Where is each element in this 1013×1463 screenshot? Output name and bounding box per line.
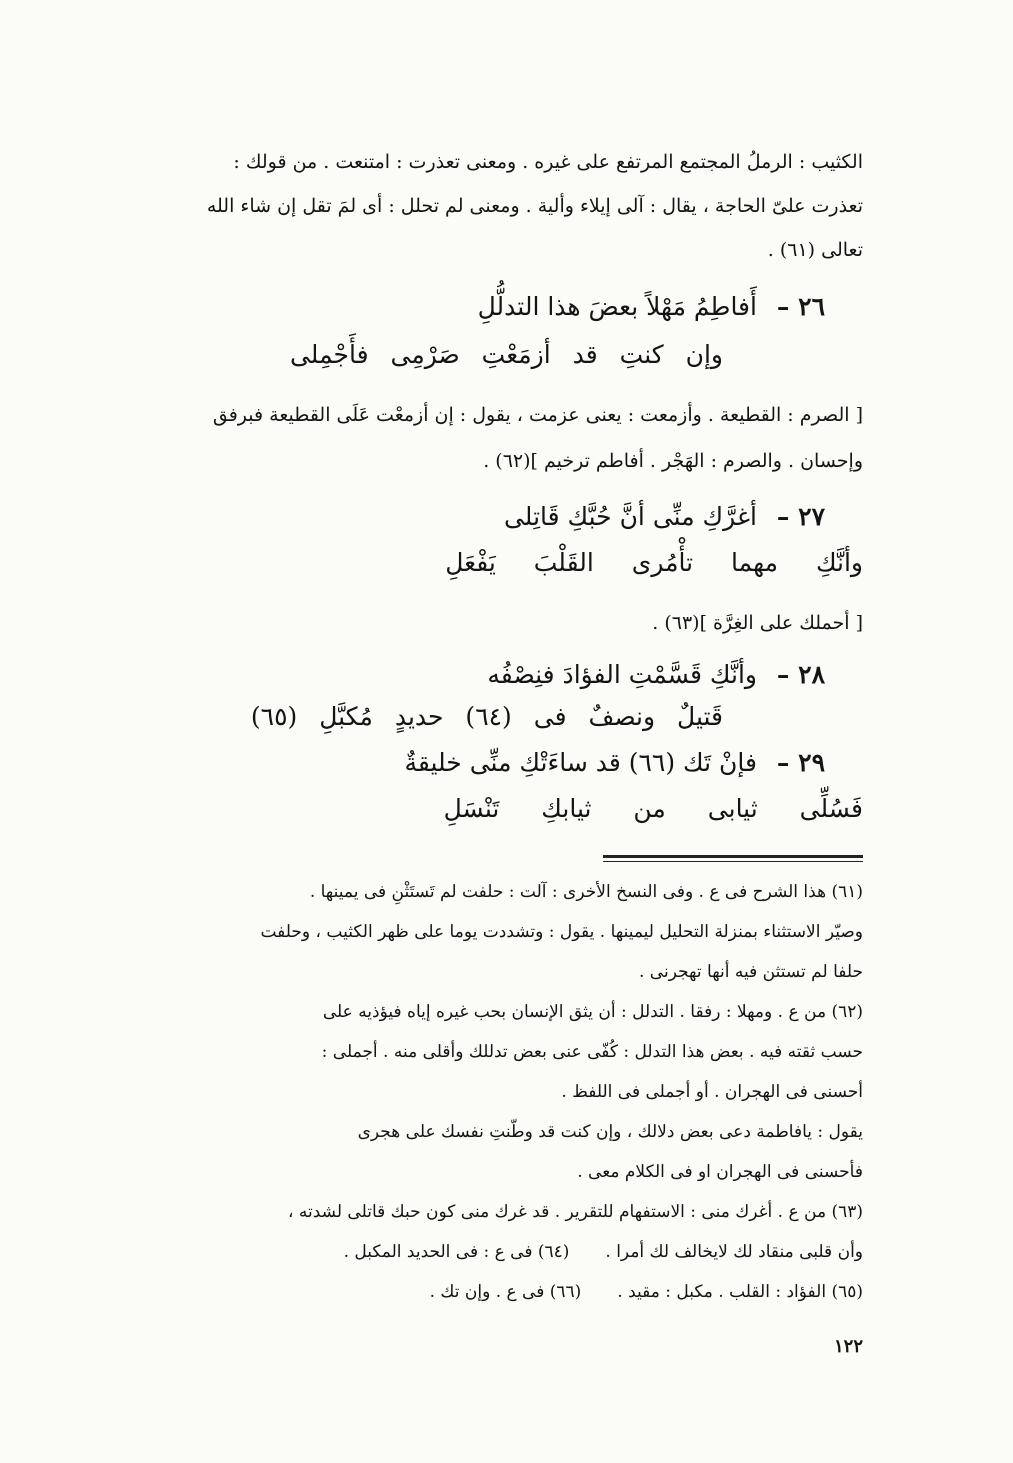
gloss-line: وإحسان . والصرم : الهَجْر . أفاطم ترخيم ](٦٢) .	[483, 450, 863, 472]
verse-29-first-hemistich	[404, 746, 825, 780]
footnote-line: أحسنى فى الهجران . أو أجملى فى اللفظ .	[561, 1082, 863, 1102]
intro-line: تعالى (٦١) .	[767, 239, 863, 261]
verse-28-second-hemistich: قَتيلٌ ونصفٌ فى (٦٤) حديدٍ مُكبَّلِ (٦٥)	[250, 702, 723, 731]
footnote-62-continued	[150, 1112, 863, 1192]
footnote-line: حلفا لم تستثن فيه أنها تهجرنى .	[639, 962, 863, 982]
footnote-line: (٦٣) من ع . أغرك منى : الاستفهام للتقرير . قد غرك منى كون حبك قاتلى لشدته ،	[288, 1202, 863, 1222]
verse-26-gloss	[150, 392, 863, 484]
page-number: ١٢٢	[833, 1336, 863, 1357]
gloss-line: [ أحملك على الغِرَّة ](٦٣) .	[652, 612, 863, 634]
intro-line: تعذرت علىّ الحاجة ، يقال : آلى إيلاء وألية . ومعنى لم تحلل : أى لمَ تقل إن شاء الله	[206, 195, 863, 217]
footnote-66: (٦٦) فى ع . وإن تك .	[429, 1282, 582, 1302]
footnote-64: (٦٤) فى ع : فى الحديد المكبل .	[343, 1242, 570, 1262]
verse-28-first-hemistich	[487, 658, 825, 692]
intro-line: الكثيب : الرملُ المجتمع المرتفع على غيره . ومعنى تعذرت : امتنعت . من قولك :	[233, 151, 863, 173]
footnote-61	[150, 872, 863, 992]
verse-number: ٢٦ –	[776, 292, 825, 321]
footnote-65-66-line	[150, 1272, 863, 1312]
intro-commentary	[150, 140, 863, 272]
footnote-63-64-line	[150, 1232, 863, 1272]
footnotes	[150, 872, 863, 1312]
footnote-separator-rule-thin	[603, 861, 863, 862]
footnote-65: (٦٥) الفؤاد : القلب . مكبل : مقيد .	[617, 1282, 863, 1302]
verse-number: ٢٧ –	[776, 502, 825, 531]
footnote-line: يقول : يافاطمة دعى بعض دلالك ، وإن كنت قد وطّنتِ نفسك على هجرى	[357, 1122, 863, 1142]
hemistich-text: وأنَّكِ قَسَّمْتِ الفؤادَ فنِصْفُه	[487, 660, 757, 689]
verse-27-gloss	[150, 600, 863, 646]
footnote-line: فأحسنى فى الهجران او فى الكلام معى .	[577, 1162, 863, 1182]
verse-26-first-hemistich	[478, 290, 825, 324]
footnote-line: وصيّر الاستثناء بمنزلة التحليل ليمينها . يقول : وتشددت يوما على ظهر الكثيب ، وحلفت	[260, 922, 863, 942]
footnote-line: حسب ثقته فيه . بعض هذا التدلل : كُفّى عنى بعض تدللك وأقلى منه . أجملى :	[321, 1042, 863, 1062]
footnote-63	[150, 1192, 863, 1232]
footnote-line: (٦١) هذا الشرح فى ع . وفى النسخ الأخرى : آلت : حلفت لم تَستَثْنِ فى يمينها .	[309, 882, 863, 902]
verse-26-second-hemistich: وإن كنتِ قد أزمَعْتِ صَرْمِى فأَجْمِلى	[289, 340, 723, 369]
hemistich-text: فإنْ تَك (٦٦) قد ساءَتْكِ منِّى خليقةٌ	[404, 748, 757, 777]
footnote-separator-rule	[603, 855, 863, 858]
verse-29-second-hemistich: فَسُلِّى ثيابى من ثيابكِ تَنْسَلِ	[443, 794, 863, 823]
footnote-line: (٦٢) من ع . ومهلا : رفقا . التدلل : أن يثق الإنسان بحب غيره إياه فيؤذيه على	[322, 1002, 863, 1022]
gloss-line: [ الصرم : القطيعة . وأزمعت : يعنى عزمت ، يقول : إن أزمعْت عَلَى القطيعة فبرفق	[212, 404, 863, 426]
verse-number: ٢٩ –	[776, 748, 825, 777]
footnote-62	[150, 992, 863, 1112]
footnote-line: وأن قلبى منقاد لك لايخالف لك أمرا .	[605, 1242, 863, 1262]
verse-27-second-hemistich: وأنَّكِ مهما تأْمُرى القَلْبَ يَفْعَلِ	[445, 548, 863, 577]
verse-27-first-hemistich	[504, 500, 825, 534]
hemistich-text: أغرَّكِ منِّى أنَّ حُبَّكِ قَاتِلى	[503, 502, 757, 531]
hemistich-text: أَفاطِمُ مَهْلاً بعضَ هذا التدلُّلِ	[477, 292, 757, 321]
verse-number: ٢٨ –	[776, 660, 825, 689]
